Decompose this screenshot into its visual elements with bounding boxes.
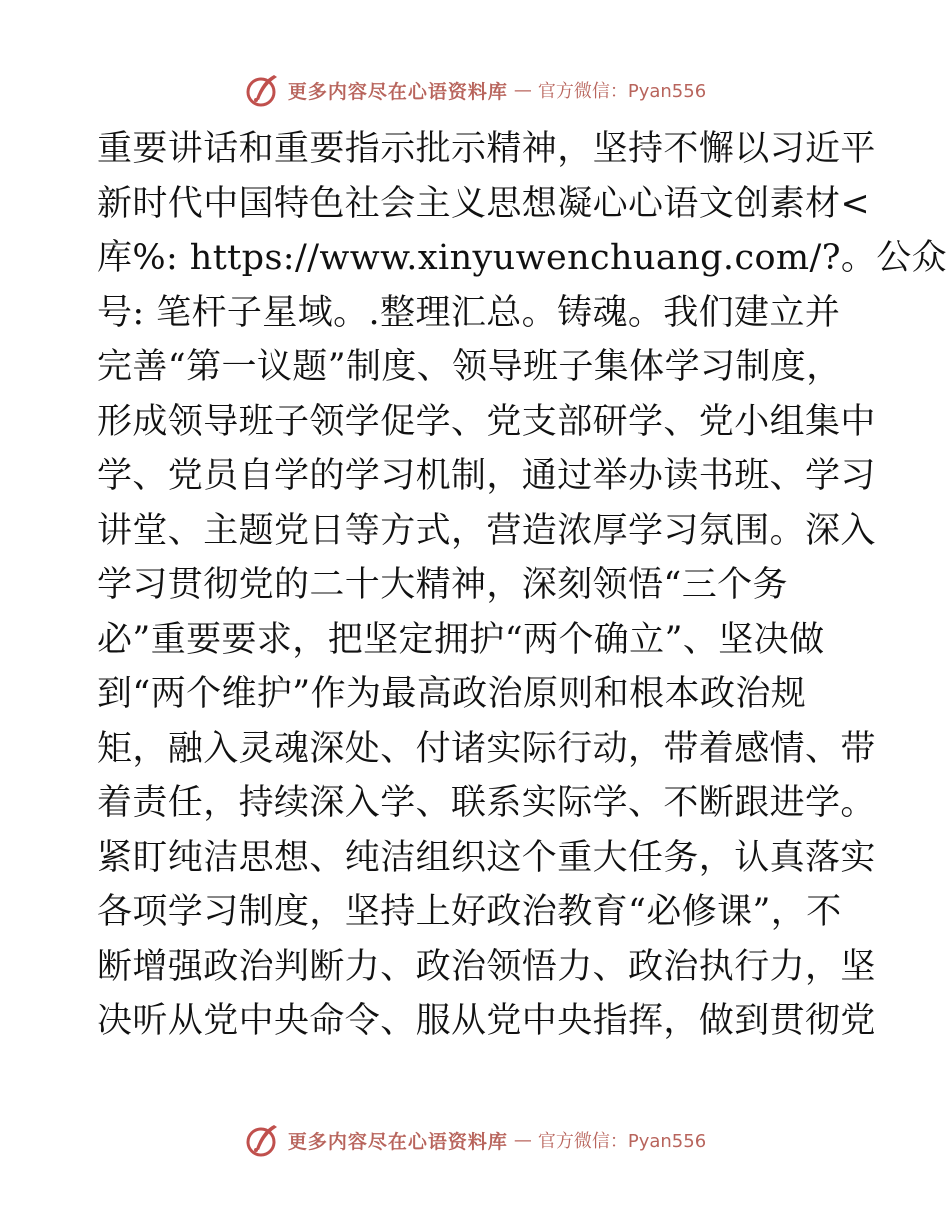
header-watermark bbox=[0, 68, 950, 112]
quill-logo-icon bbox=[244, 71, 282, 109]
text-line: 必”重要要求，把坚定拥护“两个确立”、坚决做 bbox=[97, 619, 825, 660]
footer-watermark bbox=[0, 1118, 950, 1162]
watermark-group bbox=[244, 1121, 706, 1159]
watermark-separator: — bbox=[513, 79, 532, 101]
text-line: 断增强政治判断力、政治领悟力、政治执行力，坚 bbox=[97, 946, 876, 987]
watermark-separator: — bbox=[513, 1129, 532, 1151]
text-line: 号: 笔杆子星域。.整理汇总。铸魂。我们建立并 bbox=[97, 292, 841, 333]
watermark-contact: 官方微信：Pyan556 bbox=[537, 81, 707, 102]
text-line: 学、党员自学的学习机制，通过举办读书班、学习 bbox=[97, 456, 876, 496]
watermark-group bbox=[244, 71, 706, 109]
text-line: 决听从党中央命令、服从党中央指挥，做到贯彻党 bbox=[97, 1001, 876, 1041]
text-line: 讲堂、主题党日等方式，营造浓厚学习氛围。深入 bbox=[97, 510, 876, 551]
text-line: 新时代中国特色社会主义思想凝心心语文创素材< bbox=[97, 183, 871, 224]
watermark-contact: 官方微信：Pyan556 bbox=[537, 1131, 707, 1152]
watermark-title: 更多内容尽在心语资料库 bbox=[287, 1130, 508, 1153]
text-line: 库%: https://www.xinyuwenchuang.com/?。公众 bbox=[97, 238, 948, 278]
text-line: 到“两个维护”作为最高政治原则和根本政治规 bbox=[97, 674, 807, 714]
text-line: 各项学习制度，坚持上好政治教育“必修课”，不 bbox=[97, 892, 842, 932]
text-line: 矩，融入灵魂深处、付诸实际行动，带着感情、带 bbox=[97, 728, 876, 769]
quill-logo-icon bbox=[244, 1121, 282, 1159]
text-line: 紧盯纯洁思想、纯洁组织这个重大任务，认真落实 bbox=[97, 837, 876, 878]
text-line: 形成领导班子领学促学、党支部研学、党小组集中 bbox=[97, 401, 876, 442]
document-body bbox=[97, 122, 948, 1049]
text-line: 着责任，持续深入学、联系实际学、不断跟进学。 bbox=[97, 783, 876, 823]
text-line: 完善“第一议题”制度、领导班子集体学习制度， bbox=[97, 347, 842, 387]
watermark-title: 更多内容尽在心语资料库 bbox=[287, 80, 508, 103]
text-line: 重要讲话和重要指示批示精神，坚持不懈以习近平 bbox=[97, 129, 876, 169]
text-line: 学习贯彻党的二十大精神，深刻领悟“三个务 bbox=[97, 565, 788, 605]
